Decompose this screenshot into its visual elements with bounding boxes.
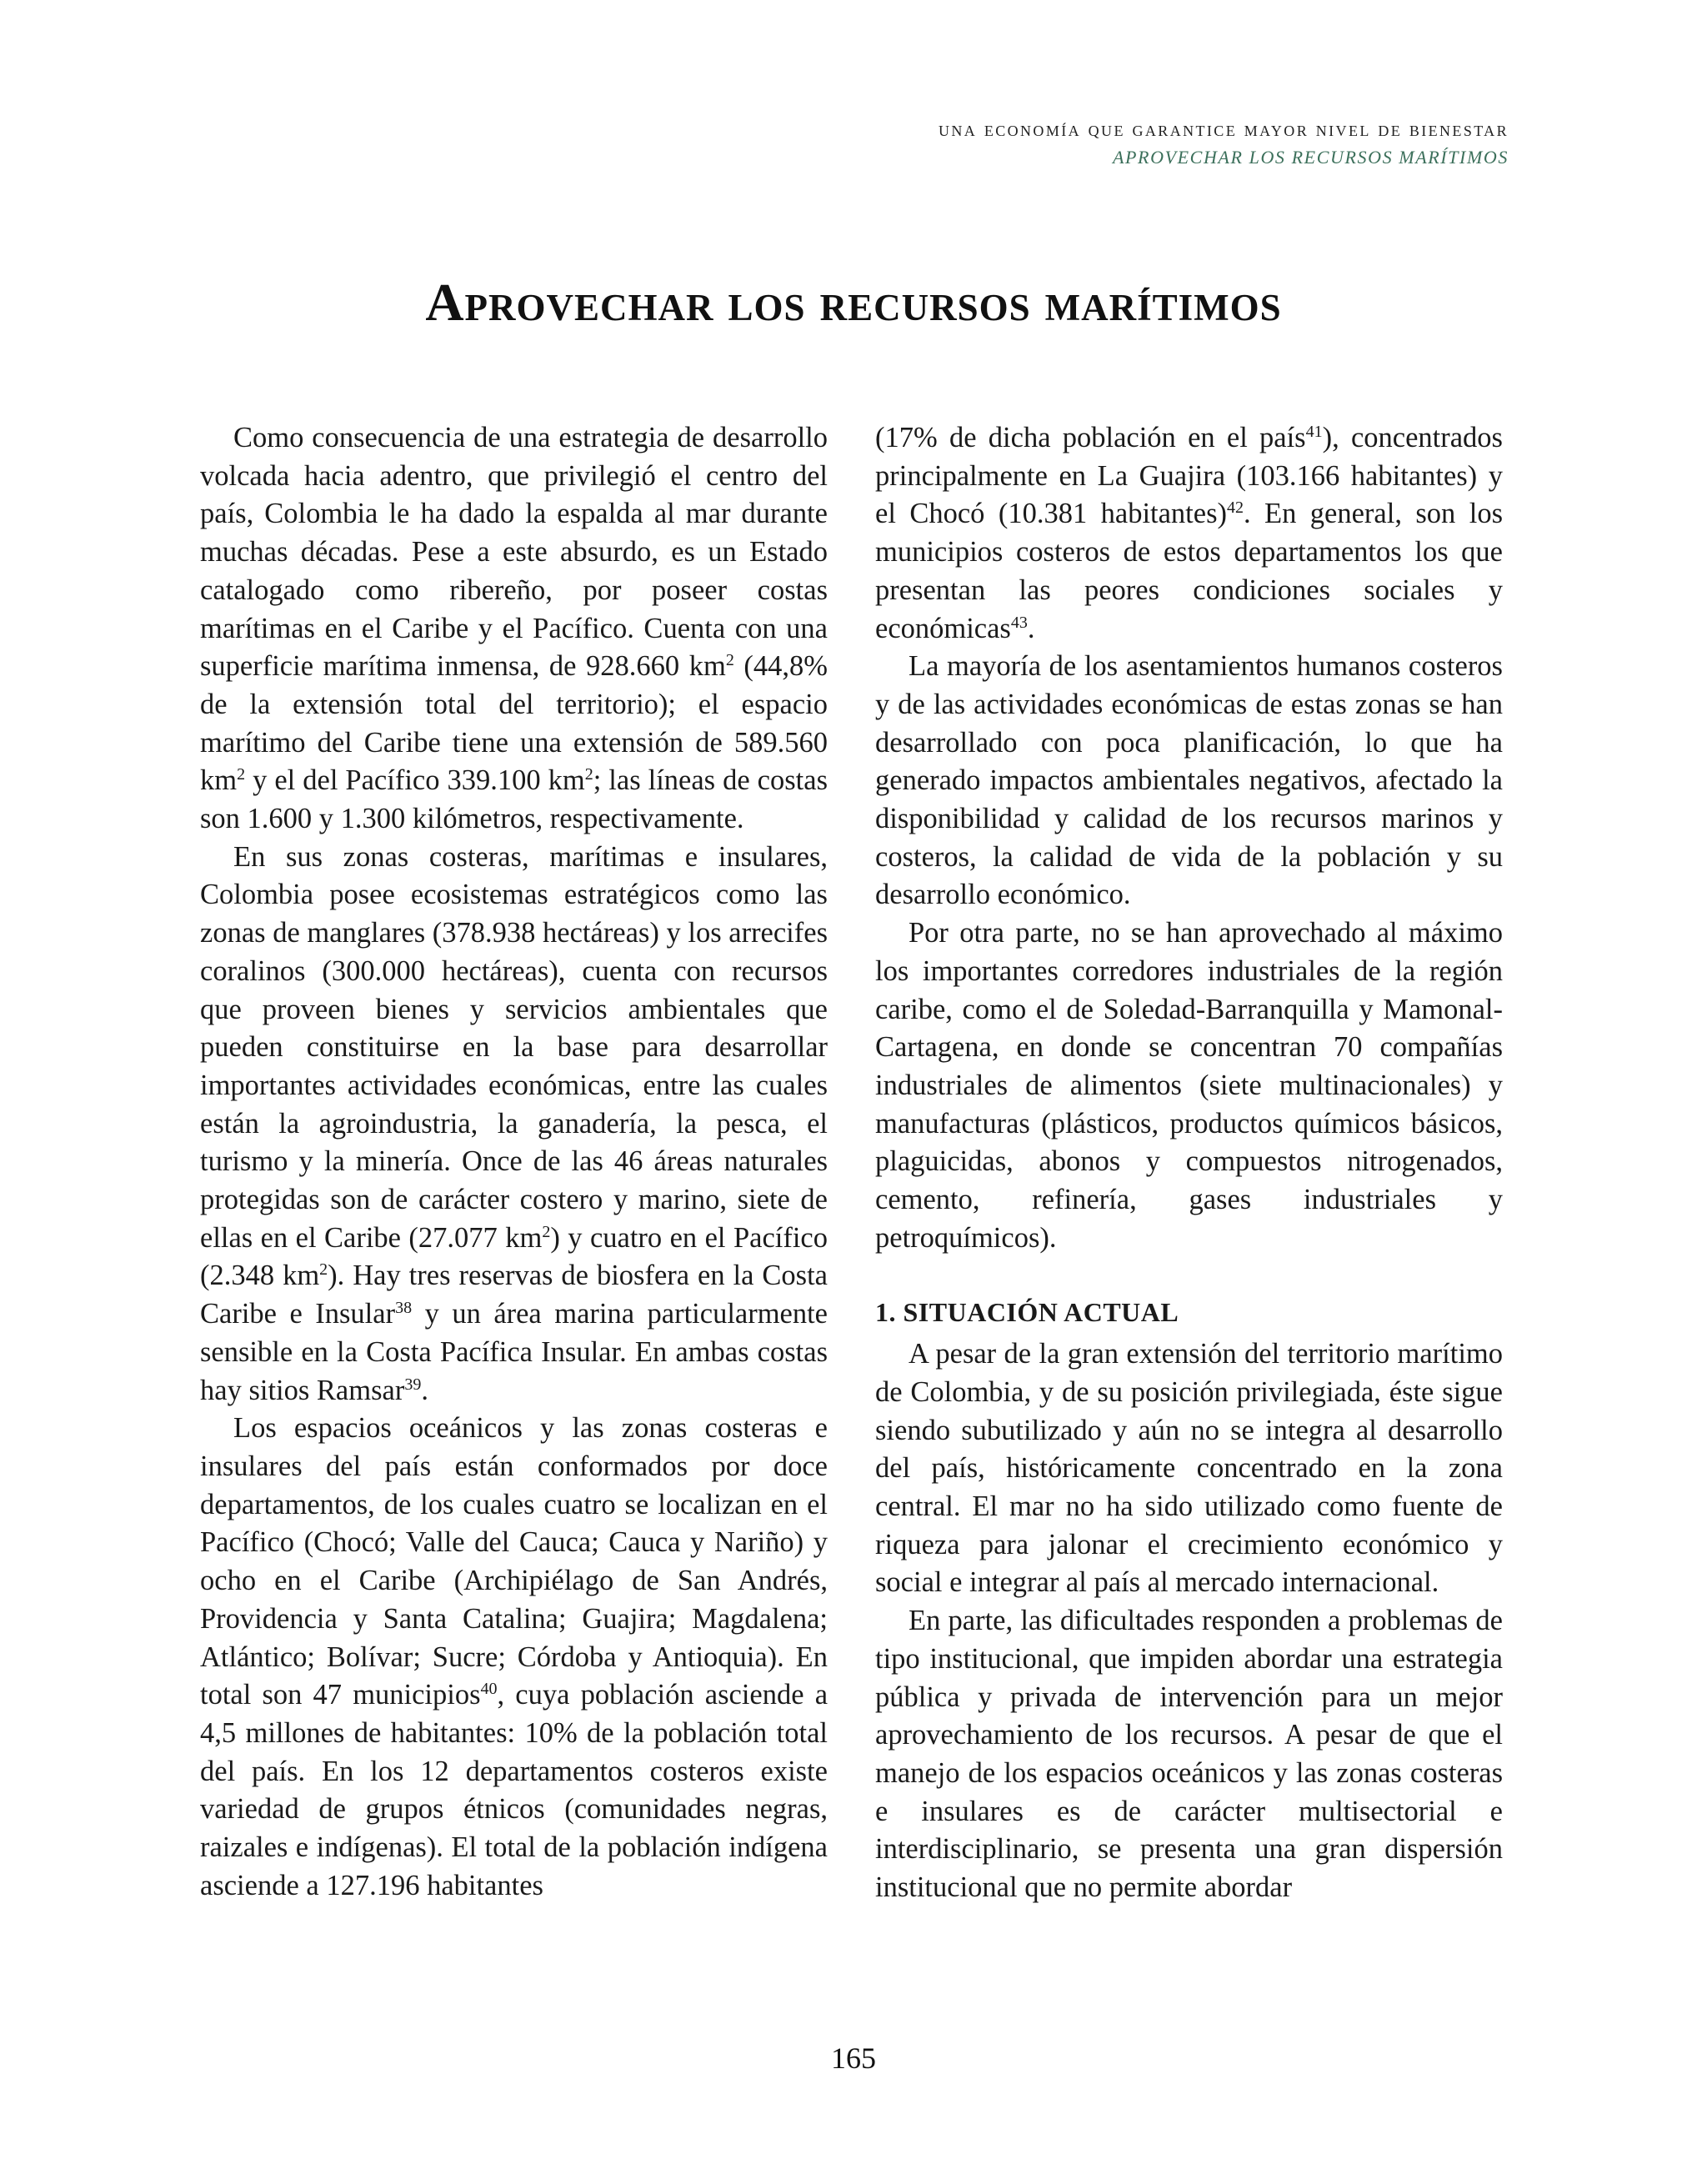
running-header-chapter: APROVECHAR LOS RECURSOS MARÍTIMOS bbox=[1112, 147, 1509, 168]
paragraph: Como consecuencia de una estrategia de desarrollo volcada hacia adentro, que privilegió el centro del país, Colombia le ha dado la espalda al mar durante muchas décadas. Pese a este absurdo, es un Estado catalogado como ribereño, por poseer costas marítimas en el Caribe y el Pacífico. Cuenta con una superficie marítima inmensa, de 928.660 $km^2$ (44,8% de la extensión total del territorio); el espacio marítimo del Caribe tiene una extensión de 589.560 $km^2$ y el del Pacífico 339.100 $km^2$; las líneas de costas son 1.600 y 1.300 kilómetros, respectivamente. bbox=[200, 422, 828, 835]
paragraph: En parte, las dificultades responden a problemas de tipo institucional, que impiden abordar una estrategia pública y privada de intervención para un mejor aprovechamiento de los recursos. A pesar de que el manejo de los espacios oceánicos y las zonas costeras e insulares es de carácter multisectorial e interdisciplinario, se presenta una gran dispersión institucional que no permite abordar bbox=[875, 1605, 1503, 1904]
paragraph: En sus zonas costeras, marítimas e insulares, Colombia posee ecosistemas estratégicos como las zonas de manglares (378.938 hectáreas) y los arrecifes coralinos (300.000 hectáreas), cuenta con recursos que proveen bienes y servicios ambientales que pueden constituirse en la base para desarrollar importantes actividades económicas, entre las cuales están la agroindustria, la ganadería, la pesca, el turismo y la minería. Once de las 46 áreas naturales protegidas son de carácter costero y marino, siete de ellas en el Caribe (27.077 $km^2$) y cuatro en el Pacífico (2.348 $km^2$). Hay tres reservas de biosfera en la Costa Caribe e Insular$^{38}$ y un área marina particularmente sensible en la Costa Pacífica Insular. En ambas costas hay sitios Ramsar$^{39}$. bbox=[200, 840, 828, 1406]
footnote-ref: 38 bbox=[395, 1299, 413, 1318]
footnote-ref: 39 bbox=[404, 1375, 422, 1394]
paragraph: A pesar de la gran extensión del territorio marítimo de Colombia, y de su posición privilegiada, éste sigue siendo subutilizado y aún no se integra al desarrollo del país, históricamente concentrado en la zona central. El mar no ha sido utilizado como fuente de riqueza para jalonar el crecimiento económico y social e integrar al país al mercado internacional. bbox=[875, 1338, 1503, 1599]
footnote-ref: 43 bbox=[1010, 613, 1028, 632]
running-header-book-section: una economía que garantice mayor nivel de bienestar bbox=[938, 118, 1509, 141]
paragraph: Por otra parte, no se han aprovechado al máximo los importantes corredores industriales de la región caribe, como el de Soledad-Barranquilla y Mamonal-Cartagena, en donde se concentran 70 compañías industriales de alimentos (siete multinacionales) y manufacturas (plásticos, productos químicos básicos, plaguicidas, abonos y compuestos nitrogenados, cemento, refinería, gases industriales y petroquímicos). bbox=[875, 917, 1503, 1254]
footnote-ref: 40 bbox=[480, 1680, 498, 1699]
left-column bbox=[200, 419, 828, 1905]
paragraph: Los espacios oceánicos y las zonas costeras e insulares del país están conformados por doce departamentos, de los cuales cuatro se localizan en el Pacífico (Chocó; Valle del Cauca; Cauca y Nariño) y ocho en el Caribe (Archipiélago de San Andrés, Providencia y Santa Catalina; Guajira; Magdalena; Atlántico; Bolívar; Sucre; Córdoba y Antioquia). En total son 47 municipios$^{40}$, cuya población asciende a 4,5 millones de habitantes: 10% de la población total del país. En los 12 departamentos costeros existe variedad de grupos étnicos (comunidades negras, raizales e indígenas). El total de la población indígena asciende a 127.196 habitantes bbox=[200, 1412, 828, 1901]
paragraph: La mayoría de los asentamientos humanos costeros y de las actividades económicas de estas zonas se han desarrollado con poca planificación, lo que ha generado impactos ambientales negativos, afectado la disponibilidad y calidad de los recursos marinos y costeros, la calidad de vida de la población y su desarrollo económico. bbox=[875, 650, 1503, 911]
page-number: 165 bbox=[831, 2041, 876, 2075]
running-header bbox=[939, 118, 1509, 168]
paragraph: (17% de dicha población en el país$^{41}$), concentrados principalmente en La Guajira (103.166 habitantes) y el Chocó (10.381 habitantes)$^{42}$. En general, son los municipios costeros de estos departamentos los que presentan las peores condiciones sociales y económicas$^{43}$. bbox=[875, 422, 1503, 644]
page-title: Aprovechar los recursos marítimos bbox=[425, 272, 1282, 332]
footnote-ref: 42 bbox=[1227, 498, 1244, 518]
right-column bbox=[875, 419, 1503, 1907]
section-heading: 1. SITUACIÓN ACTUAL bbox=[875, 1297, 1179, 1328]
footnote-ref: 41 bbox=[1305, 423, 1323, 441]
